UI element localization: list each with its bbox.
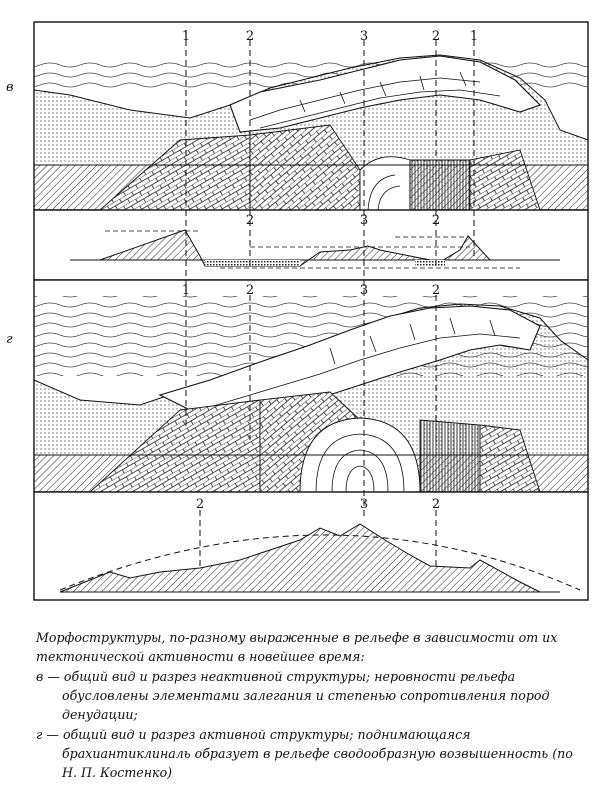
section-number-mid-2a: 2 [245,283,255,298]
section-number-mid-3: 3 [359,283,369,298]
section-number-profile-v-2a: 2 [245,213,255,228]
section-number-mid-1: 1 [181,283,191,298]
panel-g-profile [34,492,588,600]
section-number-profile-g-3: 3 [359,497,369,512]
panel-g-block-diagram [34,280,588,492]
section-number-top-1b: 1 [469,29,479,44]
caption-title: Морфоструктуры, по-разному выраженные в рельефе в зависимости от их тектонической активности в новейшее время: [36,630,558,664]
caption-item-v: в — общий вид и разрез неактивной структуры; неровности рельефа обусловлены элементами залегания и степенью сопротивления пород денудации; [36,669,550,722]
section-number-top-2a: 2 [245,29,255,44]
panel-v-block-diagram [34,22,588,210]
section-number-top-3: 3 [359,29,369,44]
panel-v-profile [34,210,588,280]
caption-item-g: г — общий вид и разрез активной структуры; поднимающаяся брахиантиклиналь образует в рельефе сводообразную возвышенность (по Н. П. Костенко) [36,727,573,780]
panel-label-g: г [6,332,13,347]
section-number-profile-g-2b: 2 [431,497,441,512]
section-number-top-2b: 2 [431,29,441,44]
section-number-profile-v-2b: 2 [431,213,441,228]
panel-label-v: в [6,80,14,95]
section-number-mid-2b: 2 [431,283,441,298]
section-number-profile-v-3: 3 [359,213,369,228]
section-number-profile-g-2a: 2 [195,497,205,512]
figure-caption [36,628,588,782]
section-number-top-1a: 1 [181,29,191,44]
